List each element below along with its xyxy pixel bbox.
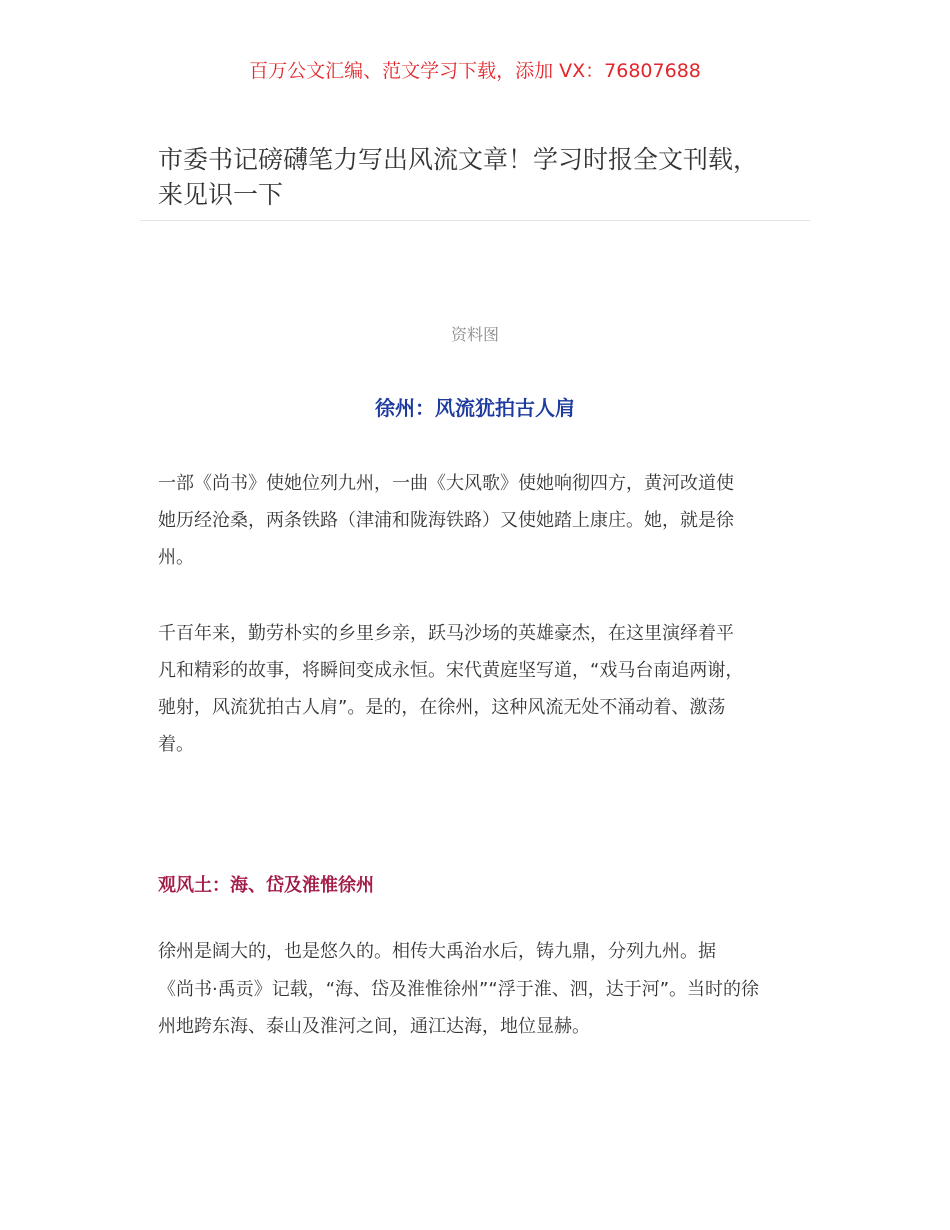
- title-divider: [140, 220, 810, 221]
- paragraph-line: 千百年来，勤劳朴实的乡里乡亲，跃马沙场的英雄豪杰，在这里演绎着平: [158, 623, 734, 644]
- section-heading: 徐州：风流犹拍古人肩: [375, 396, 575, 420]
- title-line: 市委书记磅礴笔力写出风流文章！学习时报全文刊载，: [158, 145, 759, 174]
- subsection-heading: 观风土：海、岱及淮惟徐州: [158, 875, 374, 896]
- paragraph-line: 徐州是阔大的，也是悠久的。相传大禹治水后，铸九鼎，分列九州。据: [158, 941, 716, 962]
- paragraph-line: 凡和精彩的故事，将瞬间变成永恒。宋代黄庭坚写道，“戏马台南追两谢，: [158, 660, 744, 681]
- paragraph-line: 州地跨东海、泰山及淮河之间，通江达海，地位显赫。: [158, 1016, 590, 1037]
- paragraph-line: 州。: [158, 547, 194, 568]
- title-line: 来见识一下: [158, 180, 284, 209]
- promo-banner: 百万公文汇编、范文学习下载，添加 VX：76807688: [249, 60, 701, 82]
- paragraph-line: 《尚书·禹贡》记载，“海、岱及淮惟徐州”“浮于淮、泗，达于河”。当时的徐: [158, 979, 760, 1000]
- paragraph-line: 驰射，风流犹拍古人肩”。是的，在徐州，这种风流无处不涌动着、激荡: [158, 697, 726, 718]
- paragraph-line: 一部《尚书》使她位列九州，一曲《大风歌》使她响彻四方，黄河改道使: [158, 473, 734, 494]
- paragraph-line: 她历经沧桑，两条铁路（津浦和陇海铁路）又使她踏上康庄。她，就是徐: [158, 510, 734, 531]
- image-caption: 资料图: [450, 325, 499, 344]
- paragraph-line: 着。: [158, 734, 194, 755]
